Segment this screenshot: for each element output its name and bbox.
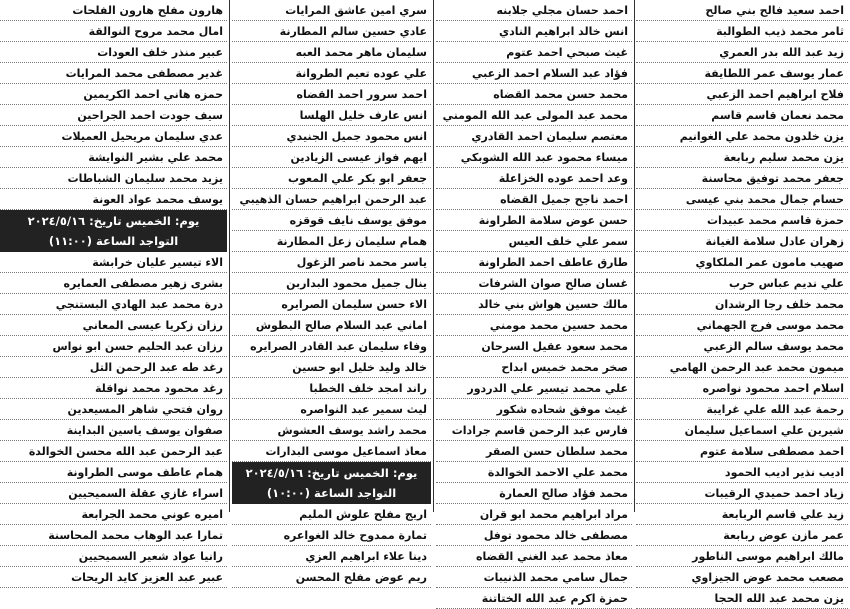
name-column-3 bbox=[232, 0, 431, 584]
name-entry: خالد وليد خليل ابو حسين bbox=[232, 357, 431, 378]
name-entry: حمزة قاسم محمد عبيدات bbox=[636, 210, 848, 231]
name-entry: شيرين علي اسماعيل سليمان bbox=[636, 420, 848, 441]
name-entry: فلاح ابراهيم احمد الزعبي bbox=[636, 84, 848, 105]
name-entry: اسراء غازي عقلة السميحيين bbox=[0, 483, 227, 504]
name-entry: دينا علاء ابراهيم العزي bbox=[232, 546, 431, 567]
name-entry: محمد علي الاحمد الخوالدة bbox=[436, 462, 632, 483]
name-entry: همام عاطف موسى الطراونة bbox=[0, 462, 227, 483]
name-entry: تمارة ممدوح خالد الغواعره bbox=[232, 525, 431, 546]
name-entry: محمد حسن محمد القضاه bbox=[436, 84, 632, 105]
name-column-2 bbox=[436, 0, 632, 605]
name-entry: رانيا عواد شعير السميحيين bbox=[0, 546, 227, 567]
name-entry: زيد علي قاسم الربابعة bbox=[636, 504, 848, 525]
name-entry: معاذ اسماعيل موسى البدارات bbox=[232, 441, 431, 462]
name-entry: فؤاد عبد السلام احمد الزعبي bbox=[436, 63, 632, 84]
name-entry: امال محمد مروح النوالقة bbox=[0, 21, 227, 42]
name-entry: صفوان يوسف ياسين البداينة bbox=[0, 420, 227, 441]
name-entry: محمد عبد المولى عبد الله المومني bbox=[436, 105, 632, 126]
name-entry: علي محمد تيسير علي الدردور bbox=[436, 378, 632, 399]
name-entry: عبد الرحمن عبد الله محسن الخوالدة bbox=[0, 441, 227, 462]
name-entry: غسان صالح صوان الشرفات bbox=[436, 273, 632, 294]
name-entry: عمار يوسف عمر اللطايفة bbox=[636, 63, 848, 84]
name-entry: ريم عوض مفلح المحسن bbox=[232, 567, 431, 588]
name-entry: غيث صبحي احمد عتوم bbox=[436, 42, 632, 63]
name-entry: ليث سمير عبد النواصره bbox=[232, 399, 431, 420]
name-entry: درة محمد عبد الهادي البستنجي bbox=[0, 294, 227, 315]
name-entry: محمد خلف رجا الرشدان bbox=[636, 294, 848, 315]
name-entry: يزن محمد عبد الله الحجا bbox=[636, 588, 848, 609]
name-entry: هارون مفلح هارون الفلحات bbox=[0, 0, 227, 21]
name-entry: محمد فؤاد صالح العمارة bbox=[436, 483, 632, 504]
name-entry: سيف جودت احمد الجراحين bbox=[0, 105, 227, 126]
name-entry: حمزه هاني احمد الكريمين bbox=[0, 84, 227, 105]
name-entry: انس محمود جميل الجنيدي bbox=[232, 126, 431, 147]
name-entry: عبير منذر خلف العودات bbox=[0, 42, 227, 63]
name-entry: موفق يوسف نايف قوقزه bbox=[232, 210, 431, 231]
name-entry: علي عوده تعيم الطروانة bbox=[232, 63, 431, 84]
name-entry: بشرى زهير مصطفى العمايره bbox=[0, 273, 227, 294]
name-entry: رغد محمود محمد نواقلة bbox=[0, 378, 227, 399]
schedule-header bbox=[0, 210, 227, 252]
column-divider bbox=[229, 0, 230, 512]
name-entry: عبد الرحمن ابراهيم حسان الذهيبي bbox=[232, 189, 431, 210]
name-entry: جمال سامي محمد الذنيبات bbox=[436, 567, 632, 588]
name-entry: رغد طه عبد الرحمن التل bbox=[0, 357, 227, 378]
name-entry: محمد راشد يوسف العشوش bbox=[232, 420, 431, 441]
name-entry: ايهم فواز عيسى الزيادين bbox=[232, 147, 431, 168]
name-entry: يزن محمد سليم ربابعة bbox=[636, 147, 848, 168]
name-entry: وعد احمد عوده الخزاعلة bbox=[436, 168, 632, 189]
name-entry: محمد يوسف سالم الزعبي bbox=[636, 336, 848, 357]
name-entry: حمزة اكرم عبد الله الختاتنة bbox=[436, 588, 632, 609]
name-entry: زياد احمد حميدي الرقيبات bbox=[636, 483, 848, 504]
name-entry: راند امجد خلف الخطبا bbox=[232, 378, 431, 399]
name-entry: محمد سلطان حسن الصقر bbox=[436, 441, 632, 462]
name-entry: انس خالد ابراهيم النادي bbox=[436, 21, 632, 42]
name-entry: عبير عبد العزيز كايد الريحات bbox=[0, 567, 227, 588]
name-entry: جعفر ابو بكر علي المعوب bbox=[232, 168, 431, 189]
name-entry: اسلام احمد محمود نواصره bbox=[636, 378, 848, 399]
name-entry: رحمة عبد الله علي غرايبة bbox=[636, 399, 848, 420]
name-entry: اميره عوني محمد الجرابعة bbox=[0, 504, 227, 525]
schedule-header bbox=[232, 462, 431, 504]
name-entry: معتصم سليمان احمد القادري bbox=[436, 126, 632, 147]
name-entry: محمد موسى فرج الجهماني bbox=[636, 315, 848, 336]
schedule-time: التواجد الساعة (١٠:٠٠) bbox=[266, 486, 397, 500]
name-entry: زهران عادل سلامة الغيانة bbox=[636, 231, 848, 252]
name-entry: همام سليمان زعل المطارنة bbox=[232, 231, 431, 252]
name-entry: ثامر محمد ذيب الطوالبة bbox=[636, 21, 848, 42]
name-entry: سمر علي خلف العيس bbox=[436, 231, 632, 252]
name-entry: يزيد محمد سليمان الشباطات bbox=[0, 168, 227, 189]
name-entry: عادي حسين سالم المطارنة bbox=[232, 21, 431, 42]
name-entry: محمد نعمان قاسم قاسم bbox=[636, 105, 848, 126]
name-entry: صهيب مامون عمر الملكاوي bbox=[636, 252, 848, 273]
name-entry: حسن عوض سلامة الطراونة bbox=[436, 210, 632, 231]
name-entry: سري امين عاشق المرايات bbox=[232, 0, 431, 21]
name-entry: حسام جمال محمد بني عيسى bbox=[636, 189, 848, 210]
name-entry: اماني عبد السلام صالح البطوش bbox=[232, 315, 431, 336]
name-entry: ميمون محمد عبد الرحمن الهامي bbox=[636, 357, 848, 378]
name-entry: مالك حسين هواش بني خالد bbox=[436, 294, 632, 315]
name-entry: احمد سعيد فالح بني صالح bbox=[636, 0, 848, 21]
schedule-date: يوم: الخميس تاريخ: ٢٠٢٤/٥/١٦ bbox=[27, 214, 200, 228]
name-entry: عمر مازن عوض ربابعة bbox=[636, 525, 848, 546]
name-column-4 bbox=[0, 0, 227, 584]
name-entry: مصعب محمد عوض الجيزاوي bbox=[636, 567, 848, 588]
column-divider bbox=[634, 0, 635, 512]
name-entry: ينال جميل محمود البداربن bbox=[232, 273, 431, 294]
name-entry: يزن خلدون محمد علي الغوانيم bbox=[636, 126, 848, 147]
name-entry: يوسف محمد عواد العونة bbox=[0, 189, 227, 210]
name-entry: احمد ناجح جميل القضاه bbox=[436, 189, 632, 210]
name-entry: عدي سليمان مريحيل العميلات bbox=[0, 126, 227, 147]
name-entry: معاذ محمد عبد الغني القضاه bbox=[436, 546, 632, 567]
schedule-date: يوم: الخميس تاريخ: ٢٠٢٤/٥/١٦ bbox=[245, 466, 418, 480]
name-entry: ياسر محمد ناصر الزغول bbox=[232, 252, 431, 273]
name-entry: علي نديم عباس حرب bbox=[636, 273, 848, 294]
name-entry: صخر محمد خميس ابداح bbox=[436, 357, 632, 378]
name-entry: الاء حسن سليمان الصرايره bbox=[232, 294, 431, 315]
name-entry: غدير مصطفى محمد المرايات bbox=[0, 63, 227, 84]
name-entry: غيث موفق شحاده شكور bbox=[436, 399, 632, 420]
name-entry: الاء تيسير عليان خرابشة bbox=[0, 252, 227, 273]
name-entry: محمد علي بشير النوايشة bbox=[0, 147, 227, 168]
name-entry: مراد ابراهيم محمد ابو قران bbox=[436, 504, 632, 525]
name-entry: اريج مفلح علوش المليم bbox=[232, 504, 431, 525]
name-entry: محمد سعود عقيل السرحان bbox=[436, 336, 632, 357]
name-entry: تمارا عبد الوهاب محمد المحاسنة bbox=[0, 525, 227, 546]
name-column-1 bbox=[636, 0, 848, 605]
name-entry: احمد حسان مجلي جلابنه bbox=[436, 0, 632, 21]
name-entry: احمد سرور احمد القضاه bbox=[232, 84, 431, 105]
name-entry: وفاء سليمان عبد القادر الصرايره bbox=[232, 336, 431, 357]
name-entry: اديب نذير اديب الحمود bbox=[636, 462, 848, 483]
name-entry: زيد عبد الله بدر العمري bbox=[636, 42, 848, 63]
name-entry: رزان زكريا عيسى المعاني bbox=[0, 315, 227, 336]
name-entry: احمد مصطفى سلامة عتوم bbox=[636, 441, 848, 462]
schedule-time: التواجد الساعة (١١:٠٠) bbox=[48, 234, 179, 248]
name-entry: رزان عبد الحليم حسن ابو نواس bbox=[0, 336, 227, 357]
name-entry: ميساء محمود عبد الله الشوبكي bbox=[436, 147, 632, 168]
name-entry: محمد حسين محمد مومني bbox=[436, 315, 632, 336]
name-entry: مالك ابراهيم موسى الناطور bbox=[636, 546, 848, 567]
name-entry: جعفر محمد توفيق محاسنة bbox=[636, 168, 848, 189]
name-entry: سليمان ماهر محمد العبه bbox=[232, 42, 431, 63]
name-entry: طارق عاطف احمد الطراونة bbox=[436, 252, 632, 273]
name-entry: روان فتحي شاهر المسيعدين bbox=[0, 399, 227, 420]
name-entry: انس عارف خليل الهلسا bbox=[232, 105, 431, 126]
name-entry: فارس عبد الرحمن قاسم جرادات bbox=[436, 420, 632, 441]
name-entry: مصطفى خالد محمود توفل bbox=[436, 525, 632, 546]
column-divider bbox=[433, 0, 434, 512]
